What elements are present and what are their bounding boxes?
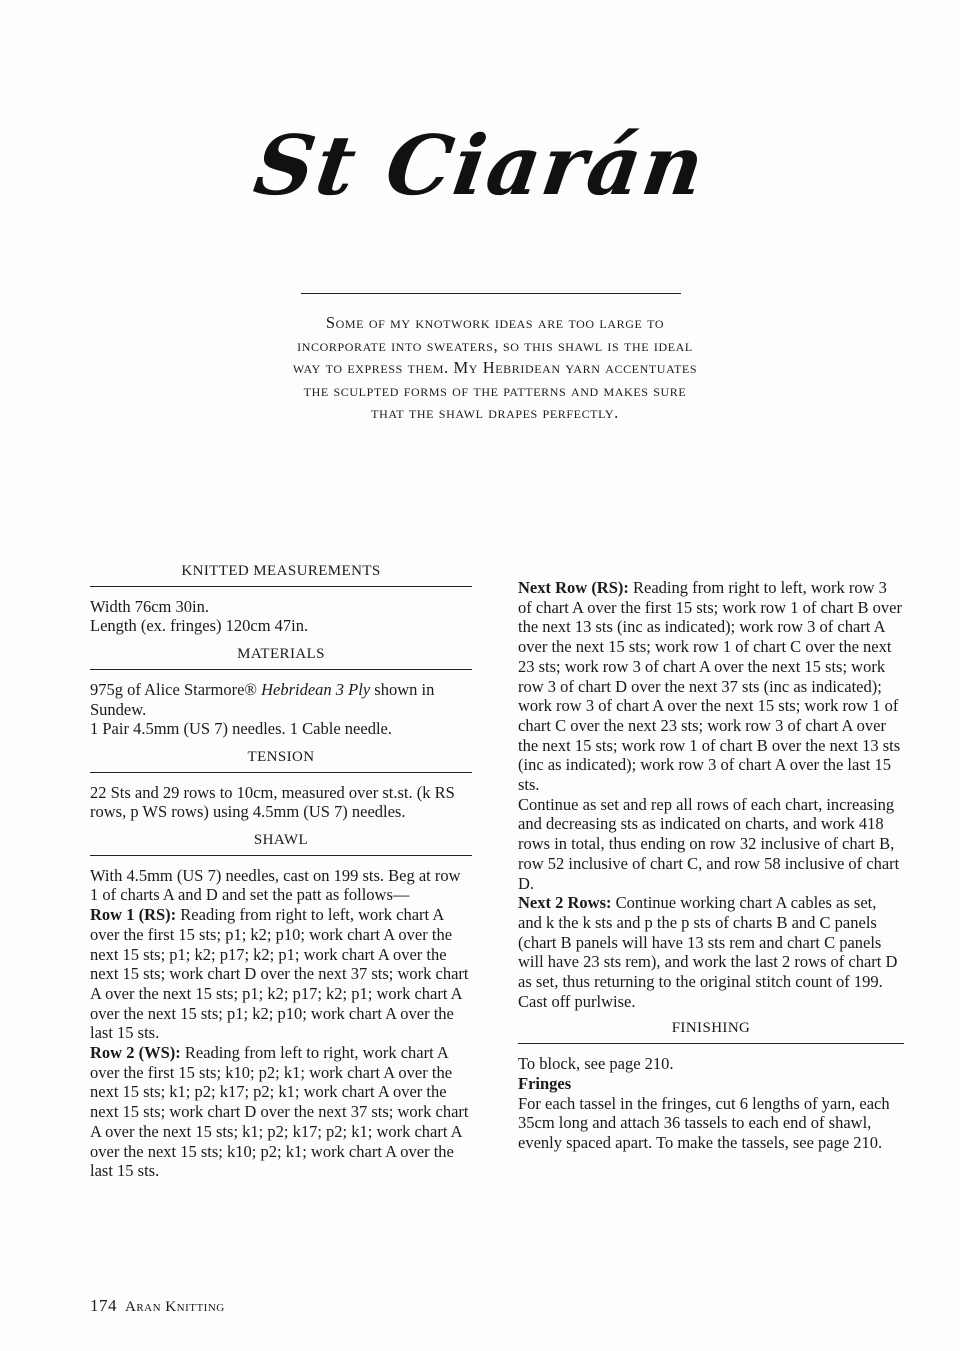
row2-label: Row 2 (WS): — [90, 1043, 181, 1063]
finishing-heading: FINISHING — [518, 1019, 904, 1044]
next-2-rows-label: Next 2 Rows: — [518, 893, 612, 913]
knitted-measurements-heading: KNITTED MEASUREMENTS — [90, 562, 472, 587]
next-2-rows-text: Continue working chart A cables as set, and k the k sts and p the p sts of charts B and C panels (chart B panels will have 13 sts rem and chart C panels will have 23 sts rem), and work the last 2 rows of chart D as set, thus returning to the original stitch count of 199. — [518, 893, 898, 992]
book-title: Aran Knitting — [125, 1299, 225, 1315]
next-row-text: Reading from right to left, work row 3 of chart A over the first 15 sts; work row 1 of chart B over the next 13 sts (inc as indicated); work row 3 of chart A over the next 15 sts; work row 1 of chart C over the next 23 sts; work row 3 of chart A over the next 15 sts; work row 3 of chart D over the next 37 sts (inc as indicated); work row 3 of chart A over the next 15 sts; work row 1 of chart C over the next 23 sts; work row 3 of chart A over the next 15 sts; work row 1 of chart B over the next 13 sts (inc as indicated); work row 3 of chart A over the last 15 sts. — [518, 578, 902, 795]
shawl-heading: SHAWL — [90, 831, 472, 856]
intro-paragraph: Some of my knotwork ideas are too large to incorporate into sweaters, so this shawl is the ideal way to express them. My Hebridean yarn accentuates the sculpted forms of the patterns and makes sure that the shawl drapes perfectly. — [292, 313, 698, 422]
shawl-intro: With 4.5mm (US 7) needles, cast on 199 sts. Beg at row 1 of charts A and D and set the patt as follows— — [90, 865, 461, 905]
right-column — [518, 578, 904, 1153]
left-column — [90, 562, 472, 1181]
width-measurement: Width 76cm 30in. — [90, 596, 209, 616]
row1-label: Row 1 (RS): — [90, 905, 177, 925]
materials-heading: MATERIALS — [90, 645, 472, 670]
needles-line: 1 Pair 4.5mm (US 7) needles. 1 Cable needle. — [90, 719, 392, 739]
fringes-text: For each tassel in the fringes, cut 6 lengths of yarn, each 35cm long and attach 36 tassels to each end of shawl, evenly spaced apart. To make the tassels, see page 210. — [518, 1093, 890, 1152]
yarn-line — [90, 680, 472, 719]
continue-instruction: Continue as set and rep all rows of each chart, increasing and decreasing sts as indicated on charts, and work 418 rows in total, thus ending on row 32 inclusive of chart B, row 52 inclusive of chart C, and row 58 inclusive of chart D. — [518, 794, 900, 893]
page-title: St Ciarán — [248, 118, 712, 214]
next-row-instruction — [518, 578, 904, 795]
block-instruction: To block, see page 210. — [518, 1054, 674, 1074]
fringes-heading — [518, 1074, 904, 1094]
cast-off-instruction: Cast off purlwise. — [518, 991, 636, 1011]
title-divider — [301, 293, 681, 294]
next-2-rows-instruction — [518, 893, 904, 992]
page-footer — [90, 1296, 225, 1316]
fringes-label: Fringes — [518, 1073, 572, 1093]
row2-text: Reading from left to right, work chart A over the first 15 sts; k10; p2; k1; work chart A over the next 15 sts; k1; p2; k17; p2; k1; work chart A over the next 15 sts; work chart D over the next 37 sts; work chart A over the next 15 sts; k1; p2; k17; p2; k1; work chart A over the next 15 sts; k10; p2; k1; work chart A over the last 15 sts. — [90, 1043, 469, 1181]
next-row-label: Next Row (RS): — [518, 578, 629, 597]
yarn-name: Hebridean 3 Ply — [261, 679, 371, 699]
row2-instruction — [90, 1043, 472, 1181]
tension-text: 22 Sts and 29 rows to 10cm, measured over st.st. (k RS rows, p WS rows) using 4.5mm (US 7) needles. — [90, 782, 455, 822]
yarn-post: shown in Sundew. — [90, 679, 435, 719]
page-number: 174 — [90, 1296, 117, 1315]
length-measurement: Length (ex. fringes) 120cm 47in. — [90, 616, 309, 636]
yarn-pre: 975g of Alice Starmore® — [90, 679, 262, 699]
tension-heading: TENSION — [90, 748, 472, 773]
row1-text: Reading from right to left, work chart A over the first 15 sts; p1; k2; p10; work chart A over the next 15 sts; p1; k2; p17; k2; p1; work chart A over the next 15 sts; work chart D over the next 37 sts; work chart A over the next 15 sts; p1; k2; p17; k2; p1; work chart A over the next 15 sts; p1; k2; p10; work chart A over the last 15 sts. — [90, 905, 469, 1043]
row1-instruction — [90, 905, 472, 1043]
